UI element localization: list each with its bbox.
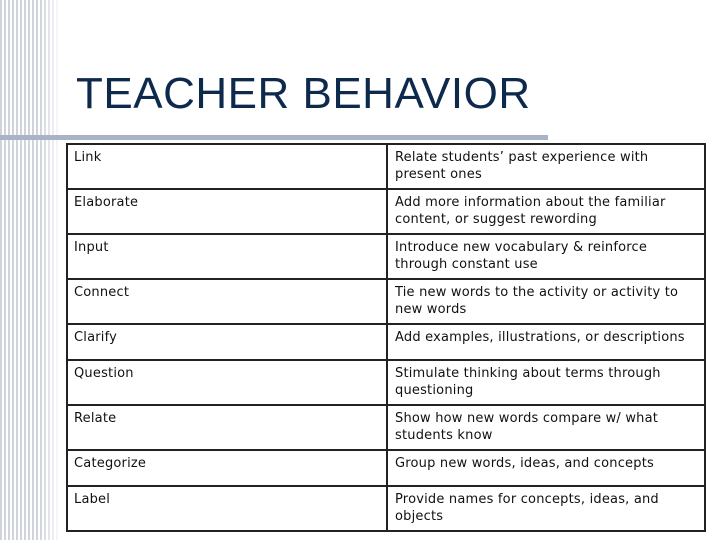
behavior-term: Connect [67,279,387,324]
behavior-description: Add examples, illustrations, or descriptions [387,324,705,360]
table-row [67,405,705,450]
slide-title: TEACHER BEHAVIOR [76,69,531,118]
behavior-term: Label [67,486,387,531]
table-row [67,144,705,189]
table-row [67,450,705,486]
behavior-term: Question [67,360,387,405]
behavior-description: Show how new words compare w/ what students know [387,405,705,450]
behavior-term: Categorize [67,450,387,486]
behavior-term: Relate [67,405,387,450]
table-row [67,486,705,531]
behavior-term: Elaborate [67,189,387,234]
behavior-description: Relate students’ past experience with present ones [387,144,705,189]
behavior-description: Introduce new vocabulary & reinforce through constant use [387,234,705,279]
behavior-description: Provide names for concepts, ideas, and objects [387,486,705,531]
title-underline [0,135,548,140]
table-row [67,234,705,279]
behavior-term: Clarify [67,324,387,360]
decorative-stripes-fade [40,0,62,540]
table-row [67,279,705,324]
table-row [67,189,705,234]
behavior-term: Link [67,144,387,189]
behavior-description: Stimulate thinking about terms through questioning [387,360,705,405]
behavior-description: Add more information about the familiar content, or suggest rewording [387,189,705,234]
table-row [67,324,705,360]
table-row [67,360,705,405]
behavior-description: Tie new words to the activity or activity to new words [387,279,705,324]
behavior-description: Group new words, ideas, and concepts [387,450,705,486]
teacher-behavior-table [66,143,706,532]
behavior-term: Input [67,234,387,279]
